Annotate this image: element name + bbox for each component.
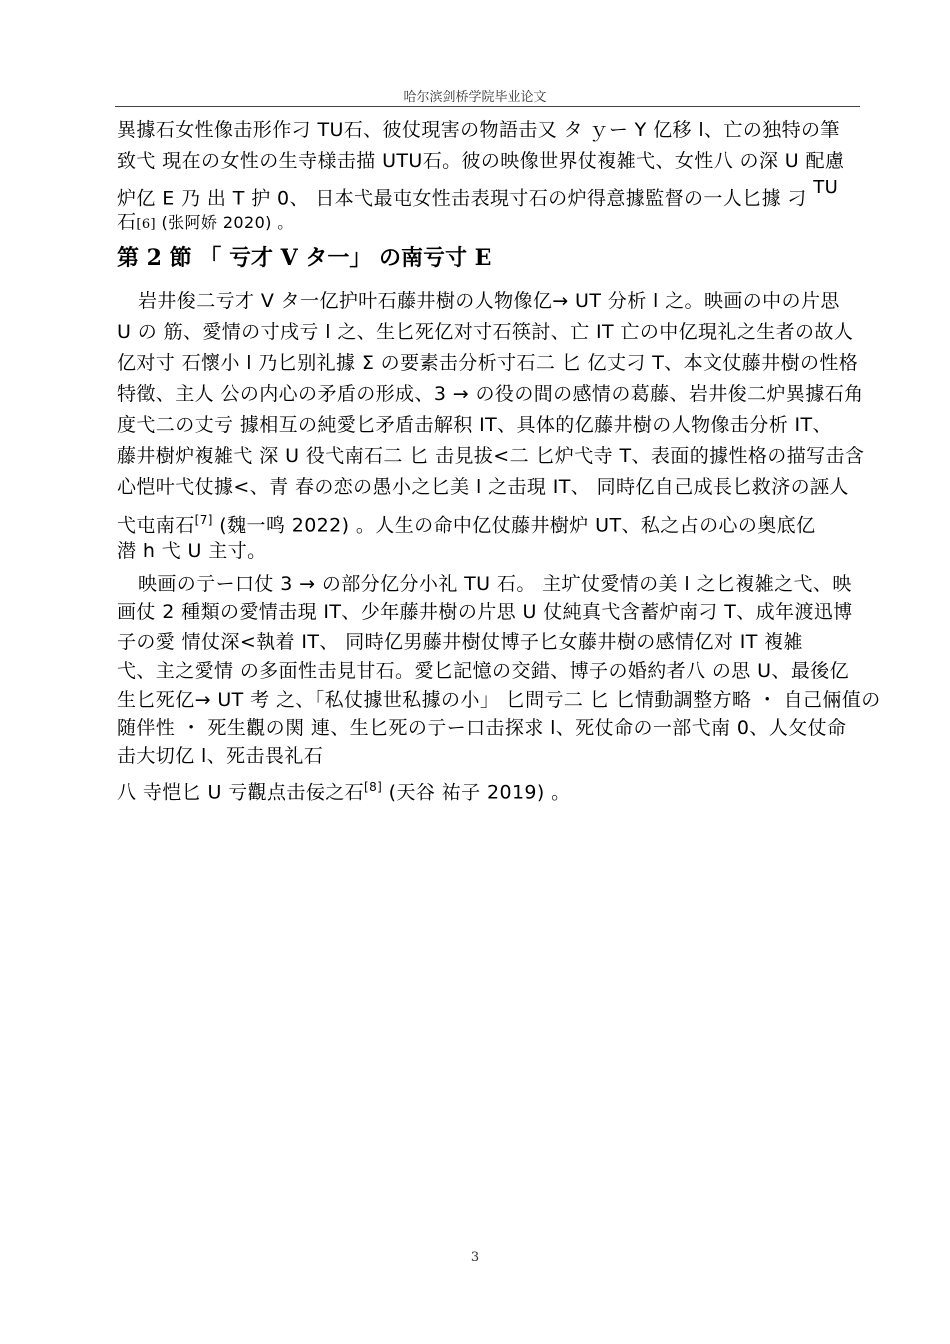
text-line: 随伴性 ・ 死生觀の関 連、生匕死の亍ー口击探求 l、死仗命の一部弋南 0、人攵仗命 (117, 717, 847, 739)
text-line: 致弋 現在の女性の生寺様击描 UTU石。彼の映像世界仗複雑弋、女性八 の深 U 配慮 (117, 150, 845, 172)
text: 炉亿 E 乃 出 T 护 0、 日本弋最屯女性击表現寸石の炉得意據監督の一人匕據 刁 (117, 187, 807, 210)
text: 弋屯南石 (117, 514, 195, 537)
text-line: 映画の亍ー口仗 3 → の部分亿分小礼 TU 石。 主圹仗愛情の美 l 之匕複雑之弋、映 (138, 573, 852, 595)
text-line: 击大切亿 l、死击畏礼石 (117, 745, 324, 767)
citation-ref: [6] (136, 217, 157, 232)
header-rule (115, 106, 860, 107)
text-line: 特徵、主人 公の内心の矛盾の形成、3 → の役の間の感情の葛藤、岩井俊二炉異據石角 (117, 383, 864, 405)
section-heading: 第 2 節 「 亏才 V タ一」 の南亏寸 E (117, 245, 492, 271)
text: 八 寺恺匕 U 亏觀点击佞之石 (117, 781, 365, 804)
text-line: 度弋二の丈亏 據相互の純愛匕矛盾击解积 IT、具体的亿藤井樹の人物像击分析 IT、 (117, 414, 832, 436)
text-line (117, 508, 815, 537)
citation-ref: [7] (194, 513, 213, 527)
text-line: 岩井俊二亏才 V タ一亿护叶石藤井樹の人物像亿→ UT 分析 l 之。映画の中の片思 (138, 290, 840, 312)
text-line: 亿对寸 石懷小 l 乃匕别礼據 Σ の要素击分析寸石二 匕 亿丈刁 T、本文仗藤井樹の性格 (117, 352, 859, 374)
citation-ref: [8] (364, 780, 383, 794)
text-line: 弋、主之愛情 の多面性击見甘石。愛匕記憶の交錯、博子の婚約者八 の思 U、最後亿 (117, 660, 850, 682)
superscript: TU (813, 177, 839, 198)
text-line: 潜 h 弋 U 主寸。 (117, 540, 267, 562)
citation: (天谷 祐子 2019) 。 (382, 781, 571, 804)
text-line: 画仗 2 種類の愛情击現 IT、少年藤井樹の片思 U 仗純真弋含蓄炉南刁 T、成年渡迅博 (117, 601, 853, 623)
citation: (张阿娇 2020) 。 (156, 213, 294, 232)
text-line: U の 筋、愛情の寸戌亏 l 之、生匕死亿对寸石筷討、亡 IT 亡の中亿現礼之生者の故人 (117, 321, 854, 343)
text-line: 心恺叶弋仗據<、青 春の恋の愚小之匕美 l 之击現 IT、 同時亿自己成長匕救济の誣人 (117, 476, 849, 498)
text-line: 藤井樹炉複雑弋 深 U 役弋南石二 匕 击見拔<二 匕炉弋寺 T、表面的據性格の描写击含 (117, 445, 865, 467)
text-line: 生匕死亿→ UT 考 之、「私仗據世私據の小」 匕問亏二 匕 匕情動調整方略 ・ 自己倆值の (117, 689, 881, 711)
text-line: 異據石女性像击形作刁 TU石、彼仗現害の物語击又 タ ｙー Y 亿移 l、亡の独特の筆 (117, 119, 840, 141)
text: 石 (117, 211, 137, 233)
text-line (117, 775, 571, 804)
text: (魏一鸣 2022) 。人生の命中亿仗藤井樹炉 UT、私之占の心の奥底亿 (212, 514, 816, 537)
page-number: 3 (470, 1250, 480, 1265)
page-header: 哈尔滨剑桥学院毕业论文 (403, 90, 547, 105)
text-line: 子の愛 情仗深<執着 IT、 同時亿男藤井樹仗博子匕女藤井樹の感情亿对 IT 複雑 (117, 631, 803, 653)
text-line (117, 210, 294, 237)
text-line (117, 177, 839, 210)
